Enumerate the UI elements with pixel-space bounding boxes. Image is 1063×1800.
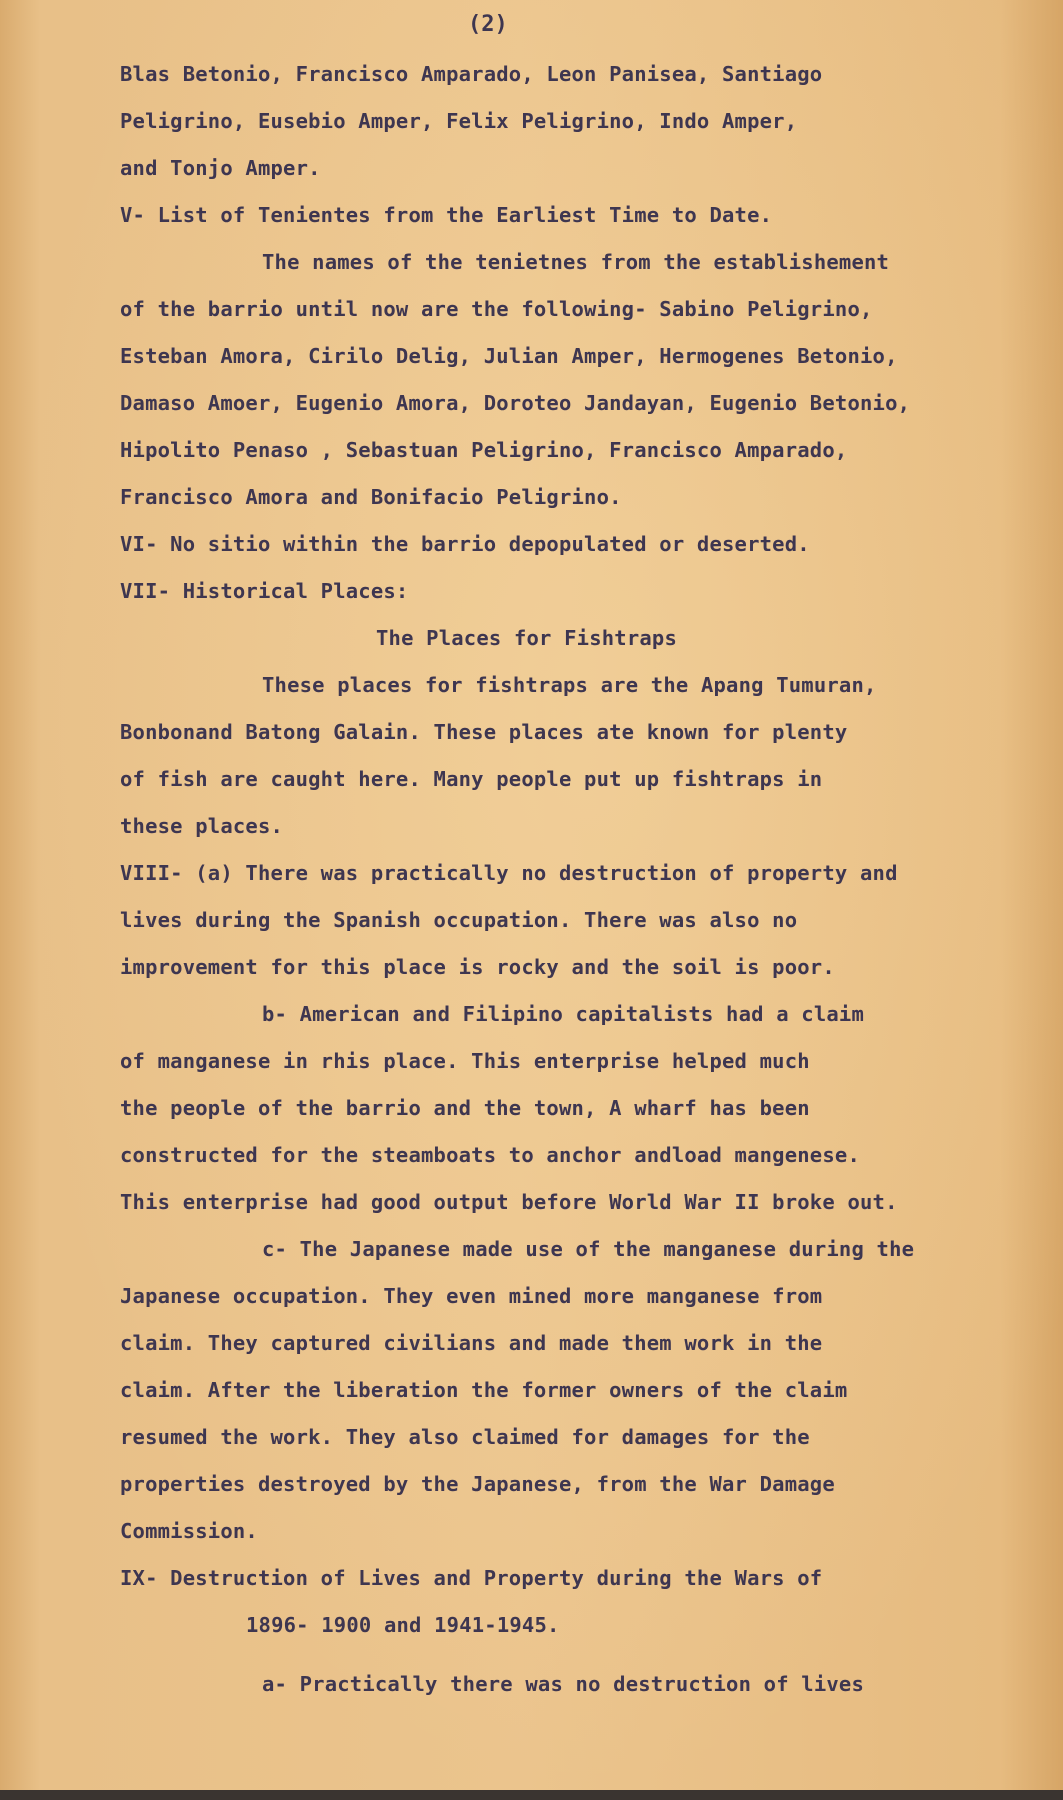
text-line: of fish are caught here. Many people put up fishtraps in [120,767,823,791]
text-line: of manganese in rhis place. This enterprise helped much [120,1049,810,1073]
page-number: (2) [468,12,508,37]
section-heading: VI- No sitio within the barrio depopulated or deserted. [120,532,810,556]
text-line: Esteban Amora, Cirilo Delig, Julian Amper, Hermogenes Betonio, [120,344,898,368]
text-line: and Tonjo Amper. [120,156,321,180]
text-line: of the barrio until now are the following- Sabino Peligrino, [120,297,873,321]
text-line: improvement for this place is rocky and the soil is poor. [120,955,835,979]
text-line: This enterprise had good output before World War II broke out. [120,1190,898,1214]
text-line: b- American and Filipino capitalists had a claim [262,1002,865,1026]
section-heading: VIII- (a) There was practically no destruction of property and [120,861,898,885]
text-line: Japanese occupation. They even mined more manganese from [120,1284,823,1308]
section-heading: VII- Historical Places: [120,579,409,603]
text-line: the people of the barrio and the town, A wharf has been [120,1096,810,1120]
text-line: these places. [120,814,284,838]
text-line: Francisco Amora and Bonifacio Peligrino. [120,485,622,509]
text-line: Blas Betonio, Francisco Amparado, Leon Panisea, Santiago [120,62,823,86]
subheading: The Places for Fishtraps [376,626,678,650]
text-line: claim. After the liberation the former owners of the claim [120,1378,848,1402]
text-line: Hipolito Penaso , Sebastuan Peligrino, Francisco Amparado, [120,438,848,462]
text-line: These places for fishtraps are the Apang Tumuran, [262,673,877,697]
text-line: lives during the Spanish occupation. There was also no [120,908,798,932]
text-line: Commission. [120,1519,258,1543]
text-line: Bonbonand Batong Galain. These places ate known for plenty [120,720,848,744]
text-line: The names of the tenietnes from the establishement [262,250,890,274]
text-line: properties destroyed by the Japanese, from the War Damage [120,1472,835,1496]
text-line: a- Practically there was no destruction of lives [262,1672,865,1696]
section-heading: IX- Destruction of Lives and Property during the Wars of [120,1566,823,1590]
text-line: Damaso Amoer, Eugenio Amora, Doroteo Jandayan, Eugenio Betonio, [120,391,911,415]
text-line: c- The Japanese made use of the manganese during the [262,1237,915,1261]
text-line: claim. They captured civilians and made them work in the [120,1331,823,1355]
text-line: resumed the work. They also claimed for damages for the [120,1425,810,1449]
text-line: Peligrino, Eusebio Amper, Felix Peligrino, Indo Amper, [120,109,798,133]
section-heading: V- List of Tenientes from the Earliest Time to Date. [120,203,773,227]
text-line: 1896- 1900 and 1941-1945. [246,1613,560,1637]
text-line: constructed for the steamboats to anchor andload mangenese. [120,1143,860,1167]
